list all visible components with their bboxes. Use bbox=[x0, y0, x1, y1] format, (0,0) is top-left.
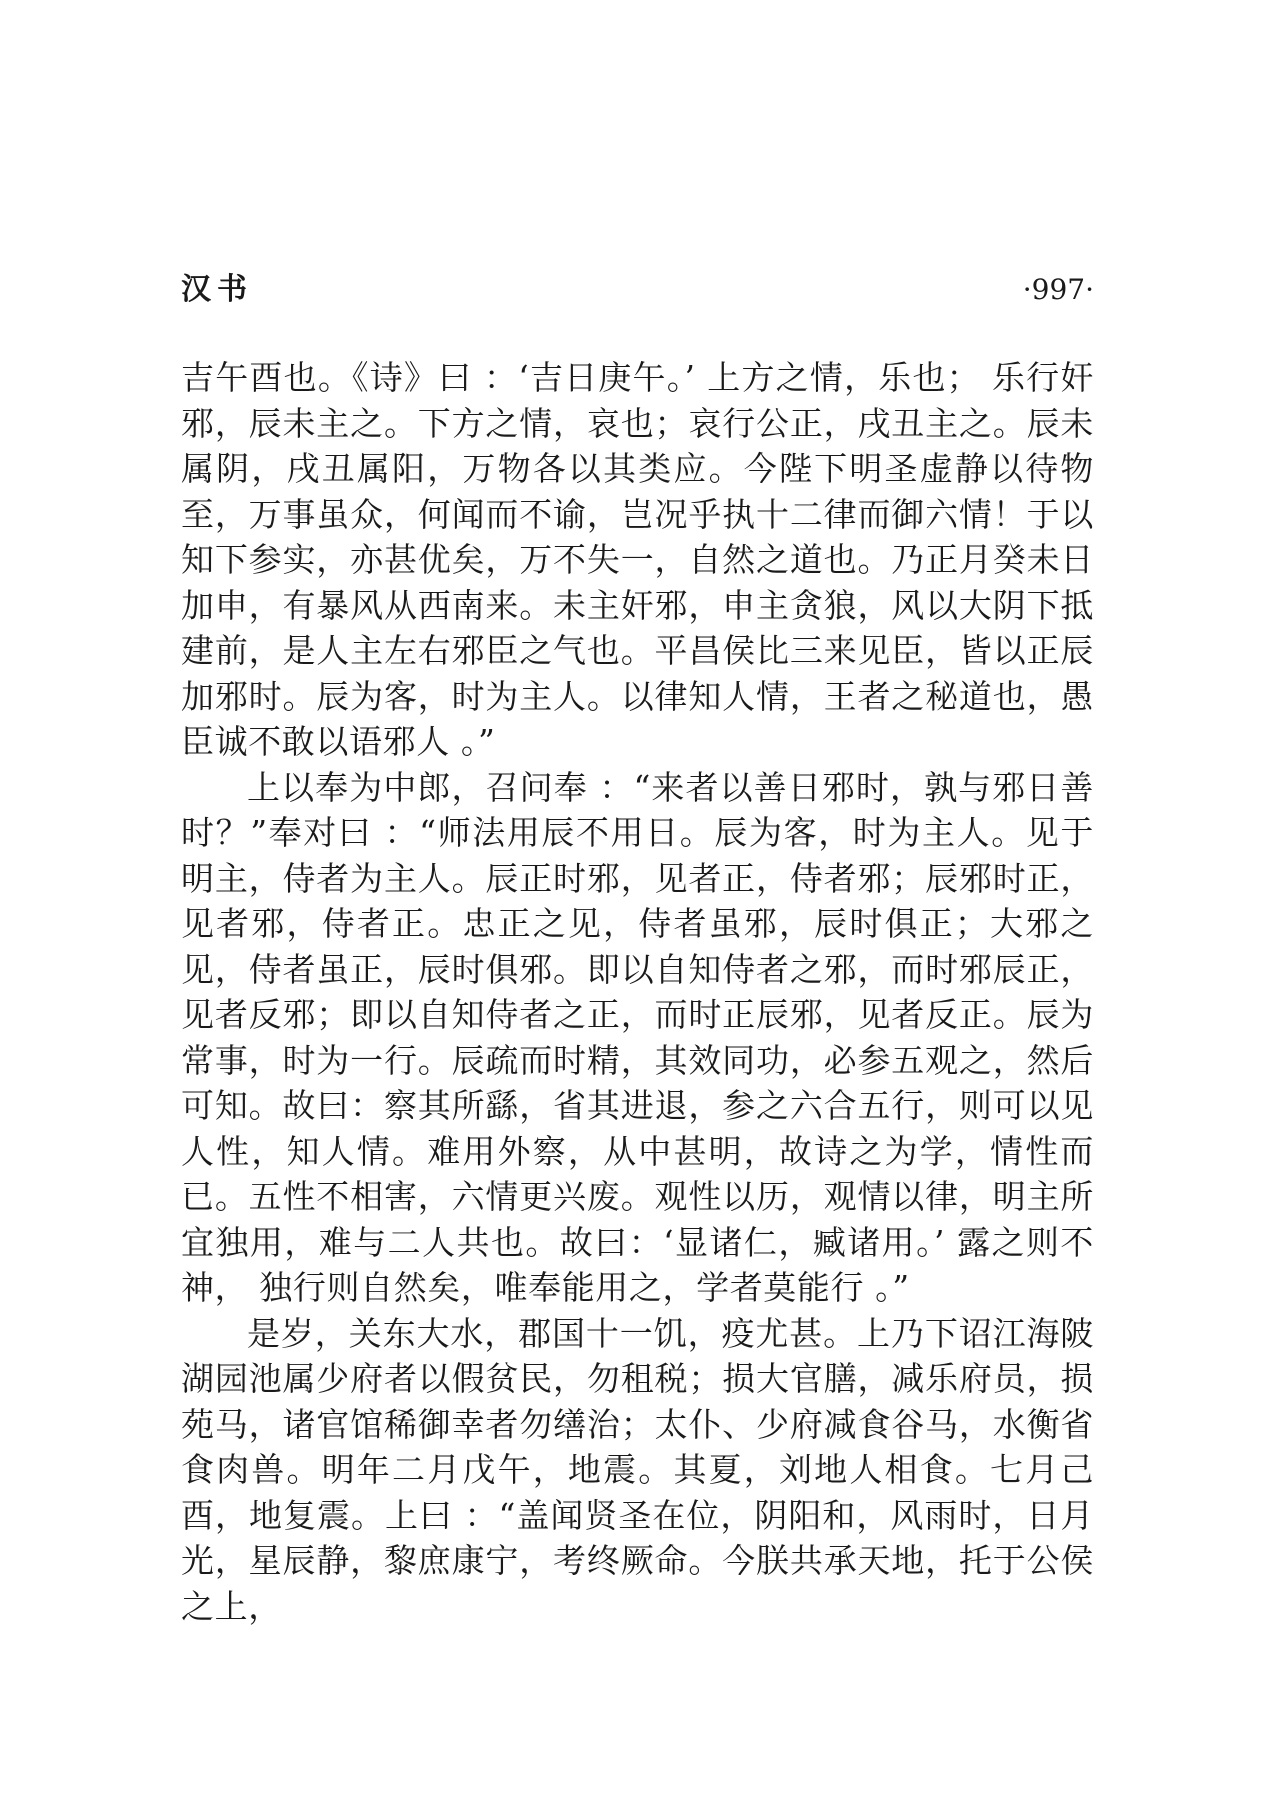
book-title: 汉书 bbox=[181, 272, 253, 307]
paragraph: 吉午酉也。《诗》曰 ：‘吉日庚午。’ 上方之情，乐也； 乐行奸邪，辰未主之。下方之情，哀也；哀行公正，戌丑主之。辰未属阴，戌丑属阳，万物各以其类应。今陛下明圣虚静以待物至，万事虽众，何闻而不谕，岂况乎执十二律而御六情！于以知下参实，亦甚优矣，万不失一，自然之道也。乃正月癸未日加申，有暴风从西南来。未主奸邪，申主贪狼，风以大阴下抵建前，是人主左右邪臣之气也。平昌侯比三来见臣，皆以正辰加邪时。辰为客，时为主人。以律知人情，王者之秘道也，愚臣诚不敢以语邪人 。” bbox=[181, 358, 1094, 761]
paragraph: 是岁，关东大水，郡国十一饥，疫尤甚。上乃下诏江海陂湖园池属少府者以假贫民，勿租税；损大官膳，减乐府员，损苑马，诸官馆稀御幸者勿缮治；太仆、少府减食谷马，水衡省食肉兽。明年二月戊午，地震。其夏，刘地人相食。七月己酉，地复震。上曰 ：“盖闻贤圣在位，阴阳和，风雨时，日月光，星辰静，黎庶康宁，考终厥命。今朕共承天地，托于公侯之上， bbox=[181, 1313, 1094, 1626]
page-header bbox=[181, 268, 1094, 312]
page-number: ·997· bbox=[1022, 273, 1094, 306]
body-text bbox=[181, 355, 1094, 1629]
paragraph: 上以奉为中郎，召问奉 ：“来者以善日邪时，孰与邪日善时？”奉对曰 ：“师法用辰不用日。辰为客，时为主人。见于明主，侍者为主人。辰正时邪，见者正，侍者邪；辰邪时正，见者邪，侍者正。忠正之见，侍者虽邪，辰时俱正；大邪之见，侍者虽正，辰时俱邪。即以自知侍者之邪，而时邪辰正，见者反邪；即以自知侍者之正，而时正辰邪，见者反正。辰为常事，时为一行。辰疏而时精，其效同功，必参五观之，然后可知。故曰：察其所繇，省其进退，参之六合五行，则可以见人性，知人情。难用外察，从中甚明，故诗之为学，情性而已。五性不相害，六情更兴废。观性以历，观情以律，明主所宜独用，难与二人共也。故曰：‘显诸仁，臧诸用。’ 露之则不神， 独行则自然矣，唯奉能用之，学者莫能行 。” bbox=[181, 767, 1094, 1307]
